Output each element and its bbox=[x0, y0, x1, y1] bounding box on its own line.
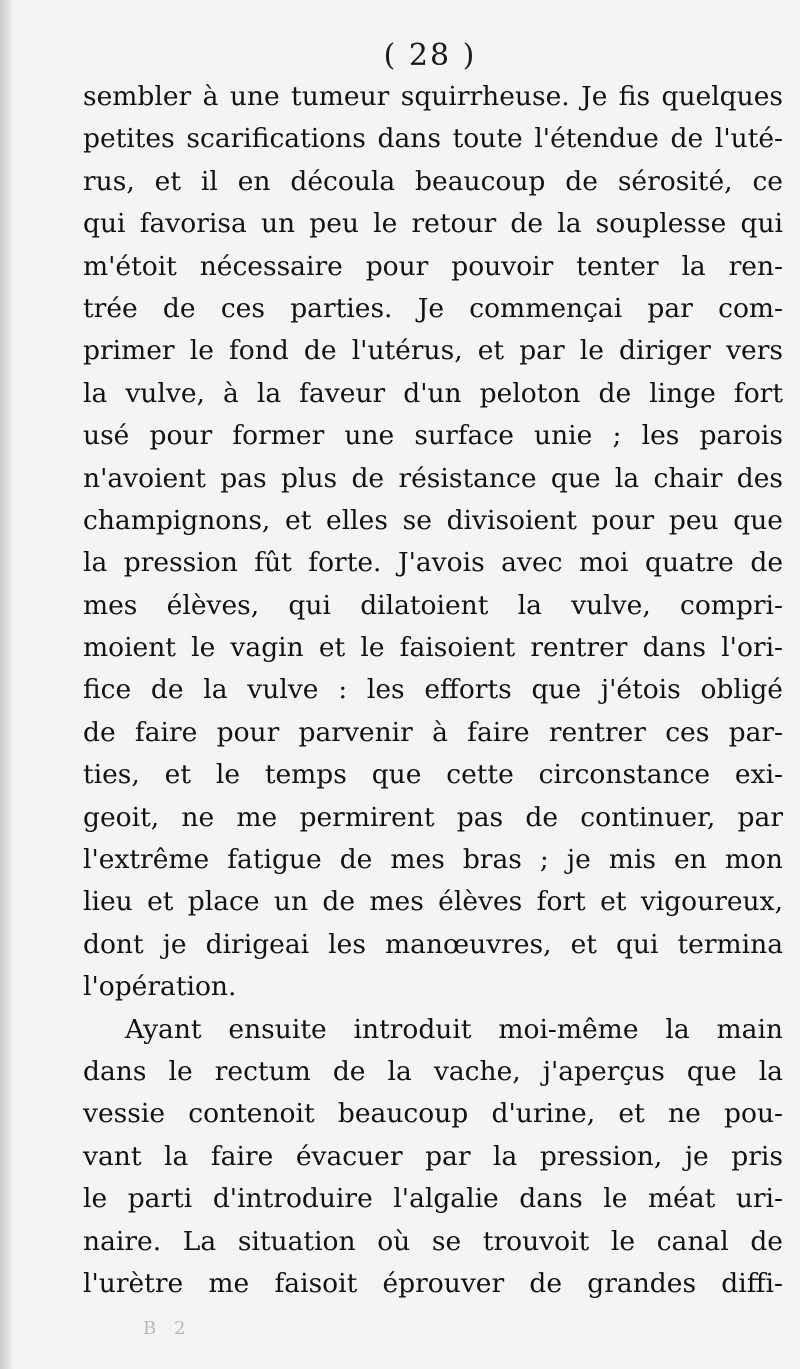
text-line: la vulve, à la faveur d'un peloton de linge fort bbox=[83, 377, 783, 409]
text-line: qui favorisa un peu le retour de la souplesse qui bbox=[83, 208, 783, 240]
text-line: rus, et il en découla beaucoup de sérosité, ce bbox=[83, 165, 783, 197]
text-line: l'urètre me faisoit éprouver de grandes diffi- bbox=[83, 1267, 783, 1299]
text-line: petites scarifications dans toute l'étendue de l'uté- bbox=[83, 123, 783, 155]
text-line: dans le rectum de la vache, j'aperçus que la bbox=[83, 1055, 783, 1087]
text-line: fice de la vulve : les efforts que j'étois obligé bbox=[83, 674, 783, 706]
text-line: la pression fût forte. J'avois avec moi quatre de bbox=[83, 547, 783, 579]
text-line: vessie contenoit beaucoup d'urine, et ne pou- bbox=[83, 1098, 783, 1130]
text-line: dont je dirigeai les manœuvres, et qui termina bbox=[83, 928, 783, 960]
text-line: moient le vagin et le faisoient rentrer dans l'ori- bbox=[83, 632, 783, 664]
text-line: champignons, et elles se divisoient pour peu que bbox=[83, 504, 783, 536]
text-line: le parti d'introduire l'algalie dans le méat uri- bbox=[83, 1183, 783, 1215]
text-line: lieu et place un de mes élèves fort et vigoureux, bbox=[83, 886, 783, 918]
text-line: ties, et le temps que cette circonstance exi- bbox=[83, 759, 783, 791]
text-line: sembler à une tumeur squirrheuse. Je fis quelques bbox=[83, 81, 783, 112]
text-line: geoit, ne me permirent pas de continuer, par bbox=[83, 801, 783, 833]
text-line: usé pour former une surface unie ; les parois bbox=[83, 420, 783, 452]
text-line: trée de ces parties. Je commençai par com- bbox=[83, 292, 783, 324]
page-number: ( 28 ) bbox=[383, 38, 477, 73]
text-line: l'extrême fatigue de mes bras ; je mis en mon bbox=[83, 844, 783, 876]
text-line: mes élèves, qui dilatoient la vulve, compri- bbox=[83, 589, 783, 621]
text-line: n'avoient pas plus de résistance que la chair des bbox=[83, 462, 783, 494]
text-line: vant la faire évacuer par la pression, je pris bbox=[83, 1140, 783, 1172]
page-body-text bbox=[83, 76, 783, 1305]
text-line: primer le fond de l'utérus, et par le diriger vers bbox=[83, 335, 783, 367]
paragraph-end-line: l'opération. bbox=[83, 971, 237, 1003]
paragraph-start-line: Ayant ensuite introduit moi-même la main bbox=[125, 1013, 783, 1045]
signature-mark: B 2 bbox=[143, 1318, 192, 1339]
page-gutter-shadow bbox=[0, 0, 14, 1369]
text-line: naire. La situation où se trouvoit le canal de bbox=[83, 1225, 783, 1257]
text-line: de faire pour parvenir à faire rentrer ces par- bbox=[83, 716, 783, 748]
text-line: m'étoit nécessaire pour pouvoir tenter la ren- bbox=[83, 250, 783, 282]
